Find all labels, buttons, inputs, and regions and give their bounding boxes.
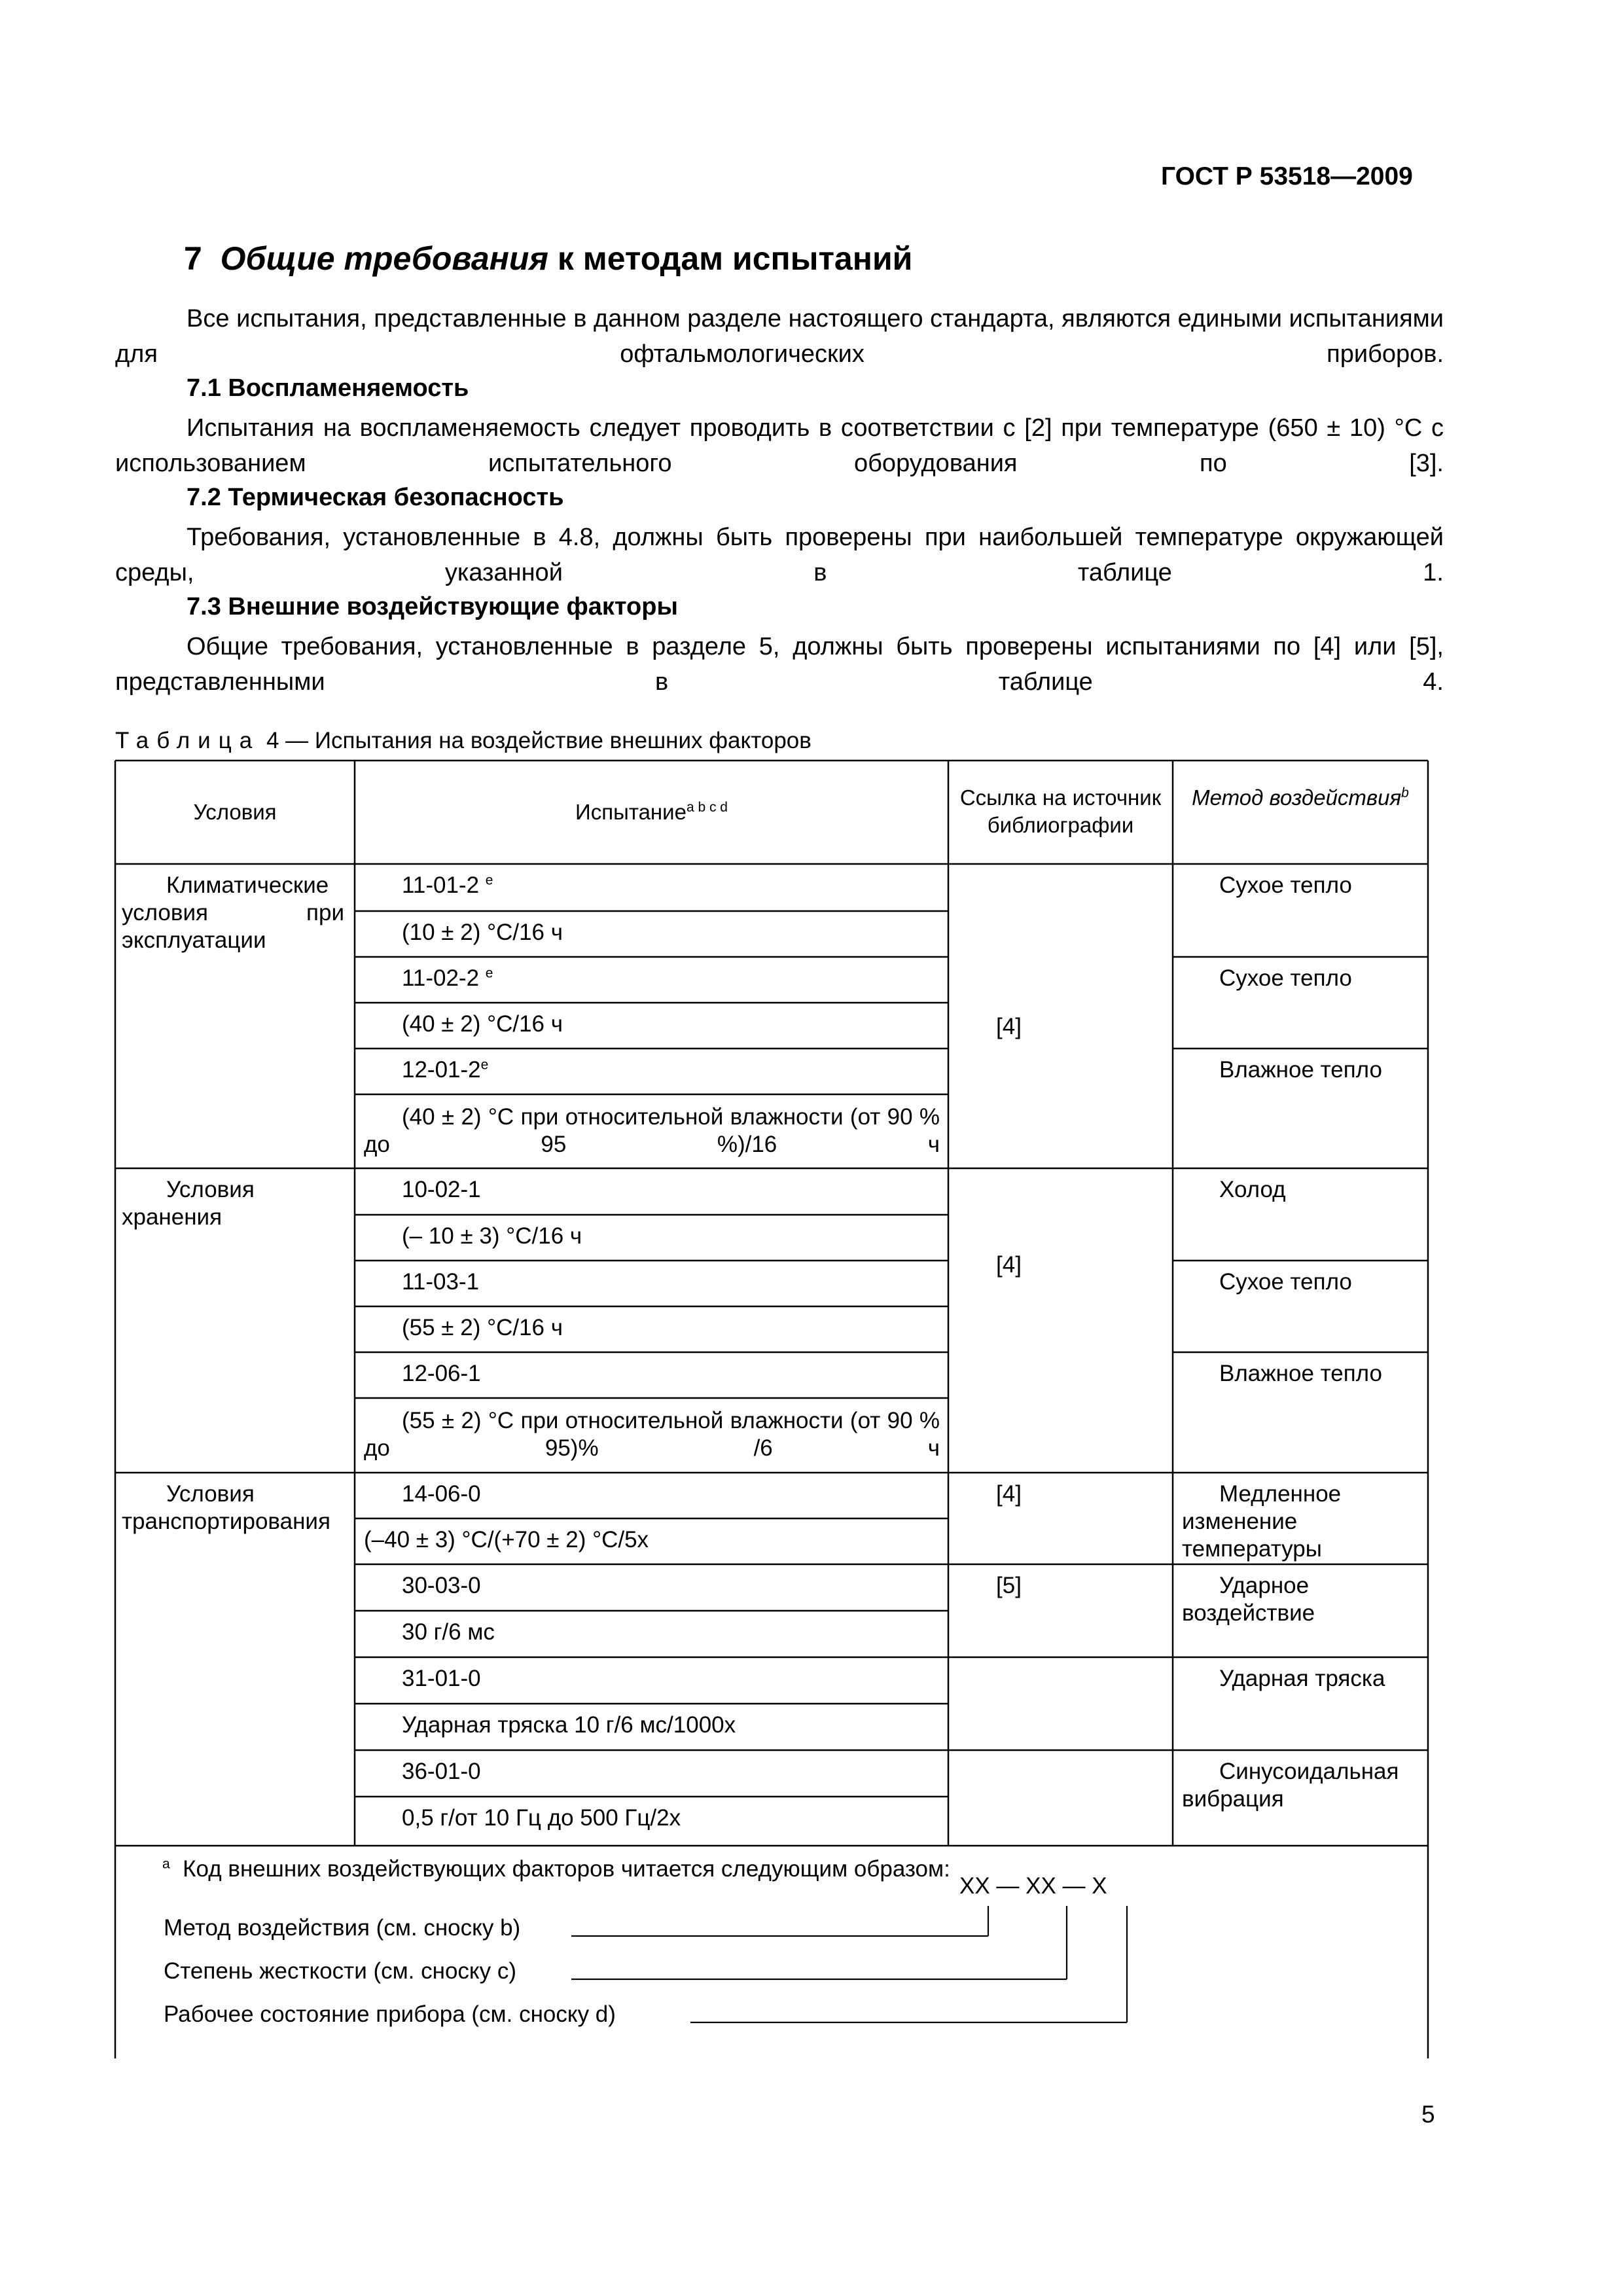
method-text: Ударное воздействие	[1182, 1573, 1315, 1626]
test-code-sup: е	[480, 1057, 489, 1073]
method-cell: Ударная тряска	[1219, 1666, 1385, 1691]
test-param	[364, 1103, 940, 1158]
footnote-a	[162, 1856, 950, 1882]
test-param: (– 10 ± 3) °С/16 ч	[402, 1223, 582, 1249]
standard-number: ГОСТ Р 53518—2009	[1161, 162, 1413, 190]
header-test	[355, 798, 948, 826]
section-intro	[115, 301, 1444, 372]
method-cell	[1182, 1480, 1419, 1563]
table-caption-prefix: Таблица	[115, 728, 260, 753]
section-intro-text: Все испытания, представленные в данном разделе настоящего стандарта, являются едиными испытаниями для офтальмологических приборов.	[115, 305, 1444, 368]
subsection-text-7-2	[115, 520, 1444, 590]
footnote-line-method: Метод воздействия (см. сноску b)	[164, 1915, 521, 1941]
section-title-italic: Общие требования	[220, 240, 548, 277]
test-param: 0,5 г/от 10 Гц до 500 Гц/2х	[402, 1805, 681, 1831]
footnote-text: Код внешних воздействующих факторов читается следующим образом:	[183, 1856, 950, 1882]
method-cell: Сухое тепло	[1219, 872, 1352, 898]
test-code	[402, 872, 493, 899]
test-param: (10 ± 2) °С/16 ч	[402, 920, 563, 945]
condition-operation	[122, 872, 344, 954]
section-heading	[184, 240, 912, 278]
subsection-text-7-1	[115, 410, 1444, 481]
section-title-rest: к методам испытаний	[557, 240, 913, 277]
page-number: 5	[1421, 2101, 1435, 2128]
condition-text: Климатические условия при эксплуатации	[122, 872, 344, 953]
test-code	[402, 965, 493, 992]
reference-cell: [5]	[996, 1573, 1022, 1598]
method-cell: Холод	[1219, 1177, 1286, 1202]
footnote-code-pattern: ХХ — ХХ — Х	[959, 1873, 1107, 1899]
subsection-title-7-1: 7.1 Воспламеняемость	[187, 374, 469, 402]
method-text: Медленное изменение температуры	[1182, 1481, 1342, 1562]
condition-text: Условия транспортирования	[122, 1481, 330, 1534]
test-code-sup: е	[485, 965, 493, 981]
test-code-sup: е	[485, 872, 493, 888]
subsection-title-7-2: 7.2 Термическая безопасность	[187, 484, 564, 511]
method-text: Синусоидальная вибрация	[1182, 1759, 1399, 1812]
subsection-title-7-3: 7.3 Внешние воздействующие факторы	[187, 593, 678, 620]
section-number: 7	[184, 240, 202, 277]
test-code: 11-03-1	[402, 1269, 480, 1295]
test-code: 30-03-0	[402, 1573, 481, 1598]
table-caption-title: 4 — Испытания на воздействие внешних факторов	[266, 728, 812, 753]
condition-transport	[122, 1480, 344, 1535]
subsection-text-7-3	[115, 629, 1444, 700]
method-cell: Влажное тепло	[1219, 1361, 1382, 1386]
test-param-text: (55 ± 2) °С при относительной влажности (от 90 % до 95)% /6 ч	[364, 1408, 940, 1461]
test-code: 10-02-1	[402, 1177, 481, 1202]
test-code-value: 12-01-2	[402, 1057, 481, 1083]
subsection-paragraph: Испытания на воспламеняемость следует проводить в соответствии с [2] при температуре (650 ± 10) °С с использованием испытательного оборудования по [3].	[115, 414, 1444, 477]
test-code-value: 11-01-2	[402, 872, 480, 898]
reference-cell: [4]	[996, 1014, 1022, 1039]
reference-cell: [4]	[996, 1481, 1022, 1507]
footnote-marker: а	[162, 1856, 170, 1872]
method-cell: Влажное тепло	[1219, 1057, 1382, 1083]
header-method	[1185, 784, 1416, 812]
header-test-label: Испытание	[575, 800, 687, 824]
test-code: 31-01-0	[402, 1666, 481, 1691]
test-param-text: (40 ± 2) °С при относительной влажности (от 90 % до 95 %)/16 ч	[364, 1104, 940, 1157]
test-code: 36-01-0	[402, 1759, 481, 1784]
header-method-label: Метод воздействия	[1192, 785, 1402, 810]
test-code: 12-06-1	[402, 1361, 481, 1386]
condition-text: Условия хранения	[122, 1177, 255, 1230]
method-cell: Сухое тепло	[1219, 965, 1352, 991]
method-cell: Сухое тепло	[1219, 1269, 1352, 1295]
test-param	[364, 1407, 940, 1462]
header-reference: Ссылка на источник библиографии	[959, 785, 1162, 837]
method-cell	[1182, 1572, 1339, 1627]
reference-cell: [4]	[996, 1252, 1022, 1278]
test-code	[402, 1056, 488, 1084]
subsection-paragraph: Общие требования, установленные в разделе 5, должны быть проверены испытаниями по [4] или [5], представленными в таблице 4.	[115, 633, 1444, 696]
condition-storage	[122, 1176, 344, 1231]
header-test-footnotes: a b c d	[686, 800, 728, 815]
subsection-paragraph: Требования, установленные в 4.8, должны быть проверены при наибольшей температуре окружающей среды, указанной в таблице 1.	[115, 524, 1444, 586]
test-param: (–40 ± 3) °С/(+70 ± 2) °С/5х	[364, 1527, 649, 1552]
footnote-line-state: Рабочее состояние прибора (см. сноску d)	[164, 2001, 616, 2027]
header-conditions: Условия	[193, 800, 277, 824]
method-cell	[1182, 1758, 1419, 1813]
test-param: 30 г/6 мс	[402, 1619, 495, 1645]
test-param: (55 ± 2) °С/16 ч	[402, 1315, 563, 1340]
test-param: Ударная тряска 10 г/6 мс/1000х	[402, 1712, 736, 1738]
table-caption	[115, 728, 812, 754]
header-method-footnote: b	[1401, 785, 1409, 800]
footnote-line-severity: Степень жесткости (см. сноску с)	[164, 1958, 517, 1984]
test-param: (40 ± 2) °С/16 ч	[402, 1011, 563, 1037]
test-code-value: 11-02-2	[402, 965, 480, 991]
test-code: 14-06-0	[402, 1481, 481, 1507]
